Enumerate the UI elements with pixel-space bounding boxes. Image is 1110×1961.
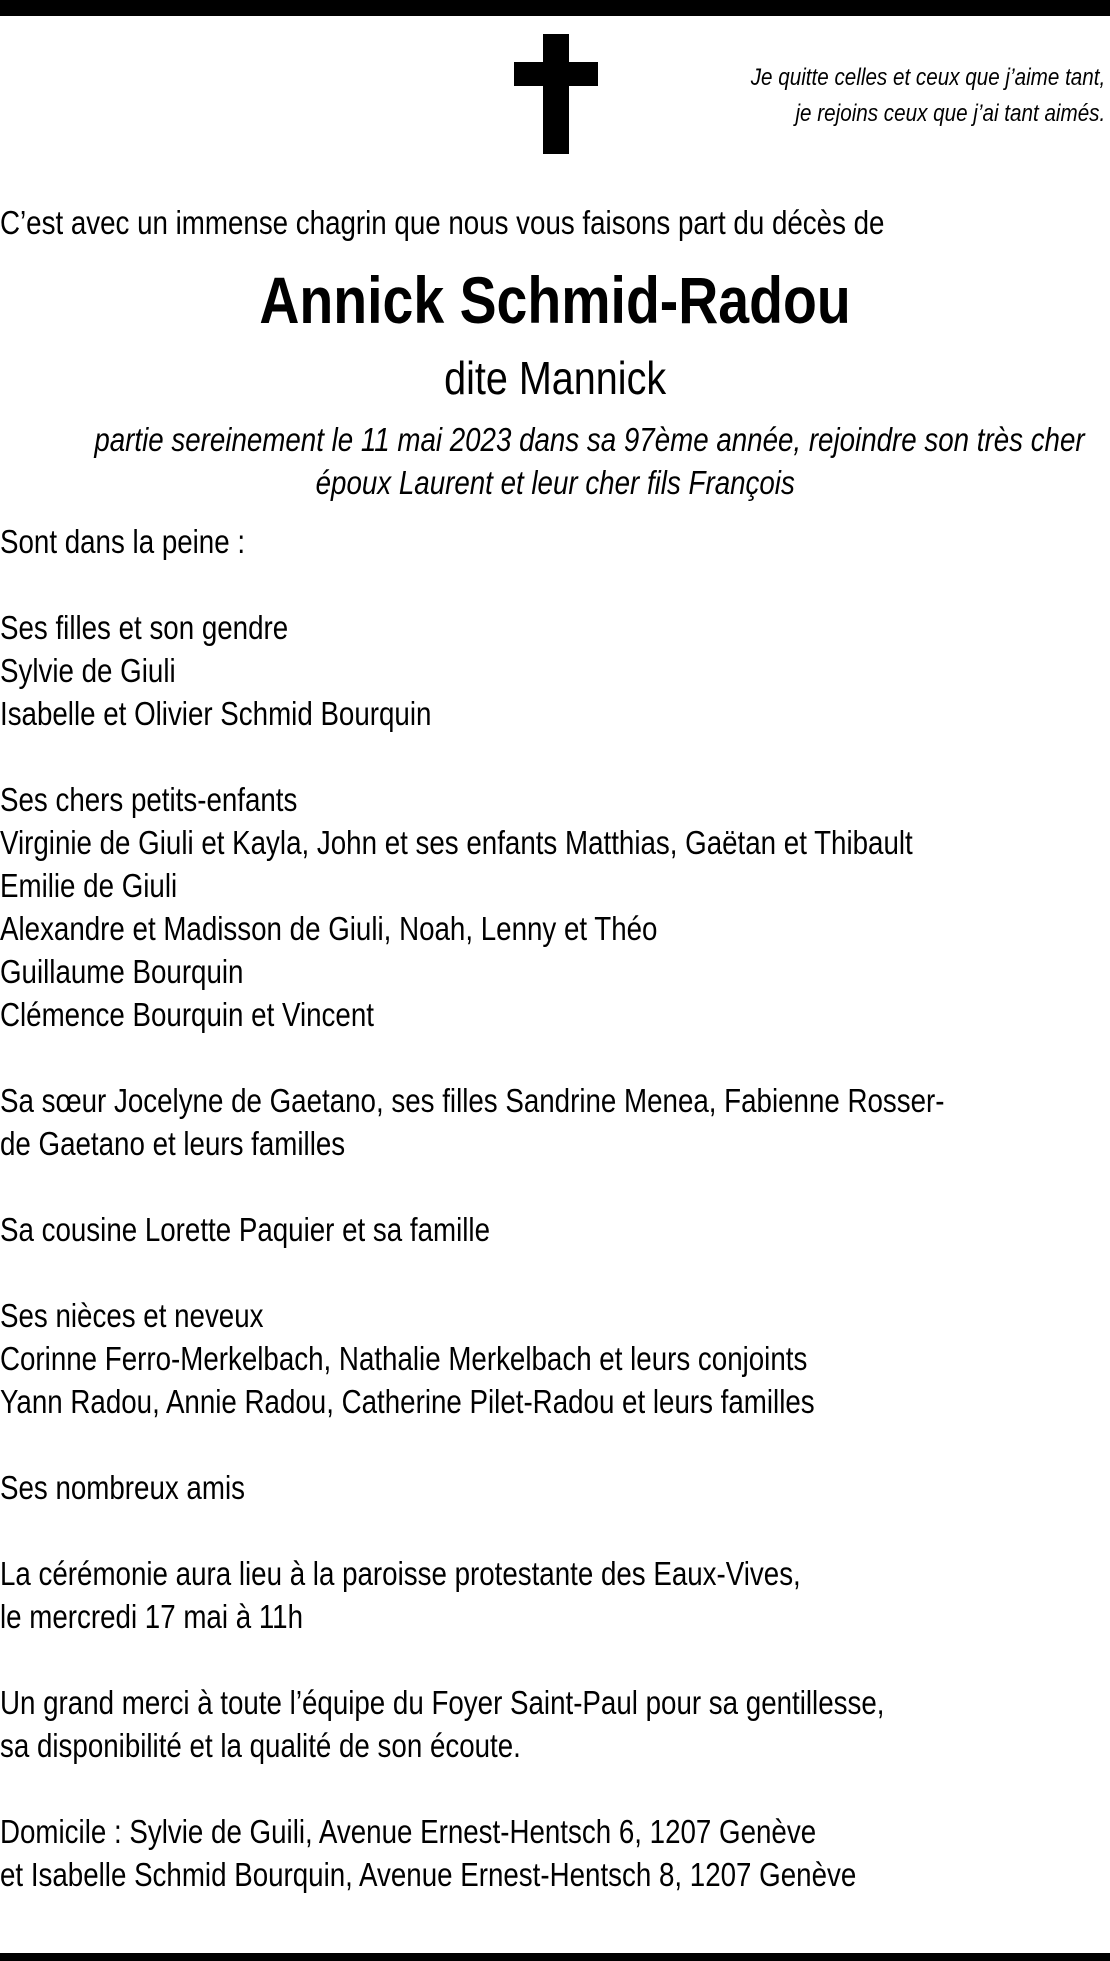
mourner-line: Yann Radou, Annie Radou, Catherine Pilet-Radou et leurs familles bbox=[0, 1383, 815, 1420]
intro-sentence: C’est avec un immense chagrin que nous vous faisons part du décès de bbox=[0, 204, 885, 241]
mourner-line: Sa cousine Lorette Paquier et sa famille bbox=[0, 1211, 491, 1248]
thanks-line: Un grand merci à toute l’équipe du Foyer Saint-Paul pour sa gentillesse, bbox=[0, 1684, 885, 1721]
mourners-heading-group bbox=[0, 520, 945, 563]
deceased-nickname bbox=[0, 348, 1110, 408]
mourner-line: Isabelle et Olivier Schmid Bourquin bbox=[0, 695, 432, 732]
mourner-line: Virginie de Giuli et Kayla, John et ses enfants Matthias, Gaëtan et Thibault bbox=[0, 824, 913, 861]
thanks-line: sa disponibilité et la qualité de son écoute. bbox=[0, 1727, 521, 1764]
passing-line-2: époux Laurent et leur cher fils François bbox=[315, 464, 795, 501]
deceased-name bbox=[0, 258, 1110, 342]
ceremony-line: le mercredi 17 mai à 11h bbox=[0, 1598, 304, 1635]
deceased-name-text: Annick Schmid-Radou bbox=[259, 263, 851, 337]
sister-group bbox=[0, 1079, 945, 1165]
epigraph-line-2: je rejoins ceux que j’ai tant aimés. bbox=[795, 100, 1105, 127]
cousin-group bbox=[0, 1208, 945, 1251]
ceremony-info bbox=[0, 1552, 945, 1638]
bottom-border-rule bbox=[0, 1953, 1110, 1961]
domicile-info bbox=[0, 1810, 945, 1896]
top-border-rule bbox=[0, 0, 1110, 16]
group-heading: Ses chers petits-enfants bbox=[0, 781, 298, 818]
mourner-line: Corinne Ferro-Merkelbach, Nathalie Merkelbach et leurs conjoints bbox=[0, 1340, 808, 1377]
mourners-heading: Sont dans la peine : bbox=[0, 523, 246, 560]
mourner-line: Sa sœur Jocelyne de Gaetano, ses filles Sandrine Menea, Fabienne Rosser- bbox=[0, 1082, 945, 1119]
domicile-line: Domicile : Sylvie de Guili, Avenue Ernest-Hentsch 6, 1207 Genève bbox=[0, 1813, 817, 1850]
nieces-nephews-group bbox=[0, 1294, 945, 1423]
deceased-nickname-text: dite Mannick bbox=[443, 352, 667, 404]
mourner-line: de Gaetano et leurs familles bbox=[0, 1125, 346, 1162]
epigraph bbox=[750, 60, 1105, 132]
ceremony-line: La cérémonie aura lieu à la paroisse protestante des Eaux-Vives, bbox=[0, 1555, 801, 1592]
group-heading: Ses nièces et neveux bbox=[0, 1297, 264, 1334]
mourner-line: Clémence Bourquin et Vincent bbox=[0, 996, 374, 1033]
mourners-body bbox=[0, 520, 945, 1896]
cross-icon bbox=[514, 34, 598, 154]
mourner-line: Emilie de Giuli bbox=[0, 867, 178, 904]
group-heading: Ses filles et son gendre bbox=[0, 609, 289, 646]
passing-line-1: partie sereinement le 11 mai 2023 dans sa 97ème année, rejoindre son très cher bbox=[94, 421, 1085, 458]
mourner-line: Alexandre et Madisson de Giuli, Noah, Lenny et Théo bbox=[0, 910, 658, 947]
mourner-line: Guillaume Bourquin bbox=[0, 953, 244, 990]
thanks-note bbox=[0, 1681, 945, 1767]
passing-statement bbox=[0, 418, 1110, 504]
mourner-line: Sylvie de Giuli bbox=[0, 652, 176, 689]
domicile-line: et Isabelle Schmid Bourquin, Avenue Ernest-Hentsch 8, 1207 Genève bbox=[0, 1856, 857, 1893]
grandchildren-group bbox=[0, 778, 945, 1036]
mourner-line: Ses nombreux amis bbox=[0, 1469, 245, 1506]
friends-group bbox=[0, 1466, 945, 1509]
epigraph-line-1: Je quitte celles et ceux que j’aime tant, bbox=[750, 64, 1105, 91]
daughters-group bbox=[0, 606, 945, 735]
